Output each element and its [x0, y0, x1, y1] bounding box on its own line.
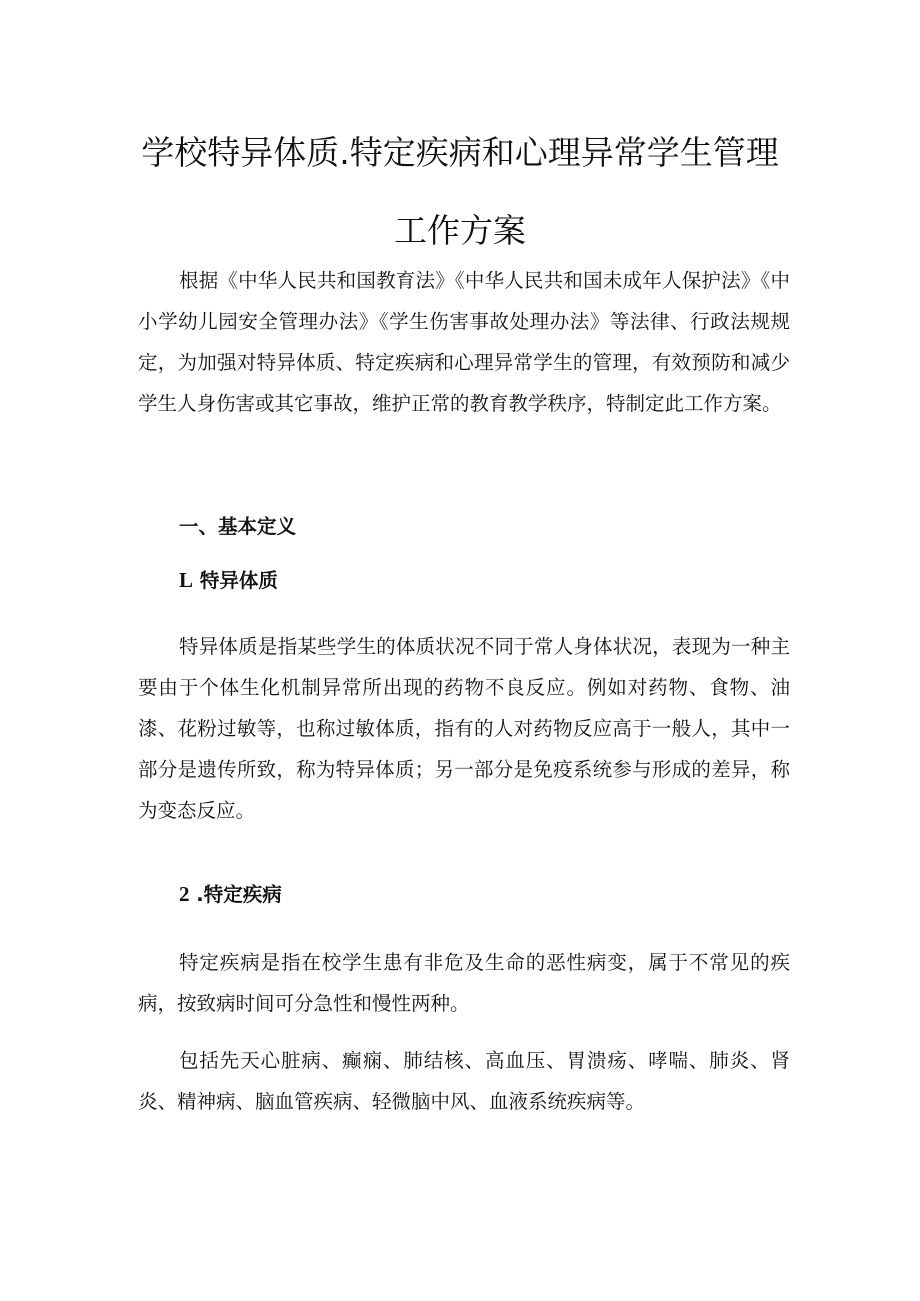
- specific-diseases-paragraph: 特定疾病是指在校学生患有非危及生命的恶性病变，属于不常见的疾病，按致病时间可分急性和慢性两种。: [138, 951, 790, 1015]
- subsection-number: 2: [179, 882, 190, 906]
- document-title-line2: 工作方案: [394, 211, 526, 250]
- subsection-title: 特异体质: [199, 569, 278, 592]
- subsection-number: L: [179, 568, 194, 592]
- subsection-title: .特定疾病: [196, 883, 282, 906]
- subsection-heading-special-constitution: [179, 565, 278, 596]
- special-constitution-paragraph: 特异体质是指某些学生的体质状况不同于常人身体状况，表现为一种主要由于个体生化机制异常所出现的药物不良反应。例如对药物、食物、油漆、花粉过敏等，也称过敏体质，指有的人对药物反应高于一般人，其中一部分是遗传所致，称为特异体质；另一部分是免疫系统参与形成的差异，称为变态反应。: [138, 635, 790, 822]
- section-heading-basic-definitions: 一、基本定义: [179, 515, 297, 538]
- disease-list-paragraph: 包括先天心脏病、癫痫、肺结核、高血压、胃溃疡、哮喘、肺炎、肾炎、精神病、脑血管疾病、轻微脑中风、血液系统疾病等。: [138, 1049, 790, 1113]
- subsection-heading-specific-diseases: [179, 879, 282, 910]
- intro-paragraph: 根据《中华人民共和国教育法》《中华人民共和国未成年人保护法》《中小学幼儿园安全管理办法》《学生伤害事故处理办法》等法律、行政法规规定，为加强对特异体质、特定疾病和心理异常学生的管理，有效预防和减少学生人身伤害或其它事故，维护正常的教育教学秩序，特制定此工作方案。: [138, 269, 790, 415]
- document-title-line1: 学校特异体质.特定疾病和心理异常学生管理: [141, 133, 779, 172]
